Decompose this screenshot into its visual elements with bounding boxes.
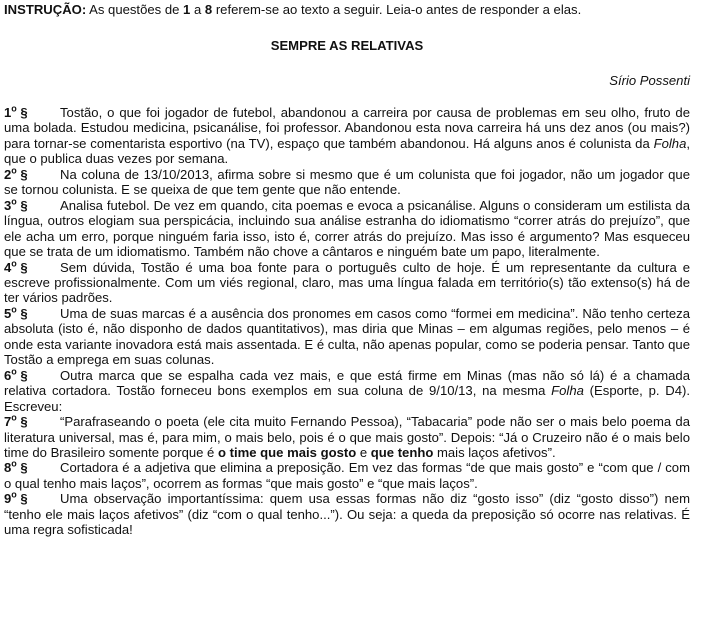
paragraph-number: 6$^o$ § (4, 366, 28, 383)
instruction-label: INSTRUÇÃO: (4, 2, 87, 17)
paragraph-text: (Esporte, p. D4). Escreveu: (4, 383, 690, 414)
paragraph (4, 414, 690, 460)
instruction-text-post: referem-se ao texto a seguir. Leia-o antes de responder a elas. (212, 2, 582, 17)
article-author: Sírio Possenti (609, 73, 690, 88)
instruction-text-pre: As questões de (86, 2, 184, 17)
article-body (4, 105, 690, 538)
paragraph (4, 491, 690, 537)
paragraph-text: Cortadora é a adjetiva que elimina a preposição. Em vez das formas “de que mais gosto” e “com que / com o qual tenho mais laços”, ocorrem as formas “que mais gosto” e “que mais laços”. (4, 460, 690, 491)
paragraph-text: mais laços afetivos”. (433, 444, 556, 460)
document-page (4, 0, 690, 538)
paragraph-number: 5$^o$ § (4, 304, 28, 321)
paragraph-number: 4$^o$ § (4, 258, 28, 275)
instruction-number-end: 8 (204, 2, 213, 17)
paragraph (4, 260, 690, 306)
paragraph-number: 9$^o$ § (4, 489, 28, 507)
instruction-text-mid: a (190, 2, 205, 17)
paragraph-number: 1$^o$ § (4, 103, 28, 120)
paragraph-text: Outra marca que se espalha cada vez mais, e que está firme em Minas (mas não só lá) é a chamada relativa cortadora. Tostão forneceu bons exemplos em sua coluna de 9/10/13, na mesma (4, 367, 690, 399)
paragraph (4, 198, 690, 260)
bold-text: que tenho (370, 444, 434, 460)
paragraph (4, 167, 690, 198)
paragraph-text: , que o publica duas vezes por semana. (4, 135, 690, 167)
paragraph-number: 8$^o$ § (4, 459, 28, 476)
paragraph-text: Na coluna de 13/10/2013, afirma sobre si mesmo que é um colunista que foi jogador, não um jogador que se tornou colunista. E se queixa de que tem gente que não entende. (4, 166, 690, 198)
paragraph-number: 7$^o$ § (4, 412, 28, 430)
paragraph-text: Analisa futebol. De vez em quando, cita poemas e evoca a psicanálise. Alguns o consideram um estilista da língua, outros elogiam sua perspicácia, incluindo sua análise estranha do idiomatismo “correr atrás do prejuízo”, que ele acha um erro, porque ninguém faria isso, isto é, correr atrás do prejuízo. Mas isso é argumento? Mas esqueceu que se trata de um idiomatismo. Também não chove a cântaros e ninguém bate um papo, literalmente. (4, 197, 690, 260)
article-title: SEMPRE AS RELATIVAS (270, 38, 424, 53)
instruction-number-start: 1 (183, 2, 191, 17)
italic-text: Folha (551, 383, 584, 399)
paragraph (4, 105, 690, 167)
paragraph (4, 306, 690, 368)
paragraph-text: Uma de suas marcas é a ausência dos pronomes em casos como “formei em medicina”. Não tenho certeza absoluta (isto é, não disponho de dados quantitativos), mas diria que Minas – em algumas regiões, pelo menos – é onde esta variante inovadora está mais assentada. E é culta, não apenas popular, como se poderia pensar. Tanto que Tostão a emprega em suas colunas. (4, 305, 690, 368)
paragraph (4, 460, 690, 491)
paragraph-text: e (356, 444, 371, 460)
italic-text: Folha (653, 135, 687, 151)
paragraph-text: “Parafraseando o poeta (ele cita muito Fernando Pessoa), “Tabacaria” pode não ser o mais belo poema da literatura universal, mas é, para mim, o mais belo, pois é o que mais gosto”. Depois: “Já o Cruzeiro não é o mais belo time do Brasileiro somente porque é (4, 414, 690, 460)
bold-text: o time que mais gosto (217, 444, 357, 460)
paragraph-text: Tostão, o que foi jogador de futebol, abandonou a carreira por causa de problemas em seu olho, fruto de uma bolada. Estudou medicina, psicanálise, foi professor. Abandonou esta nova carreira há uns dez anos (ou mais?) para tornar-se comentarista esportivo (na TV), espaço que também abandonou. Há alguns anos é colunista da (4, 105, 690, 151)
paragraph-number: 3$^o$ § (4, 196, 28, 213)
instruction-line (4, 2, 690, 18)
paragraph-number: 2$^o$ § (4, 165, 28, 182)
paragraph-text: Uma observação importantíssima: quem usa essas formas não diz “gosto isso” (diz “gosto disso”) nem “tenho ele mais laços afetivos” (diz “com o qual tenho...”). Ou seja: a queda da preposição só ocorre nas relativas. É uma regra sofisticada! (4, 491, 690, 538)
paragraph-text: Sem dúvida, Tostão é uma boa fonte para o português culto de hoje. É um representante da cultura e escreve profissionalmente. Com um viés regional, claro, mas uma língua falada em território(s) tão extenso(s) há de ter vários padrões. (4, 259, 690, 306)
paragraph (4, 368, 690, 414)
